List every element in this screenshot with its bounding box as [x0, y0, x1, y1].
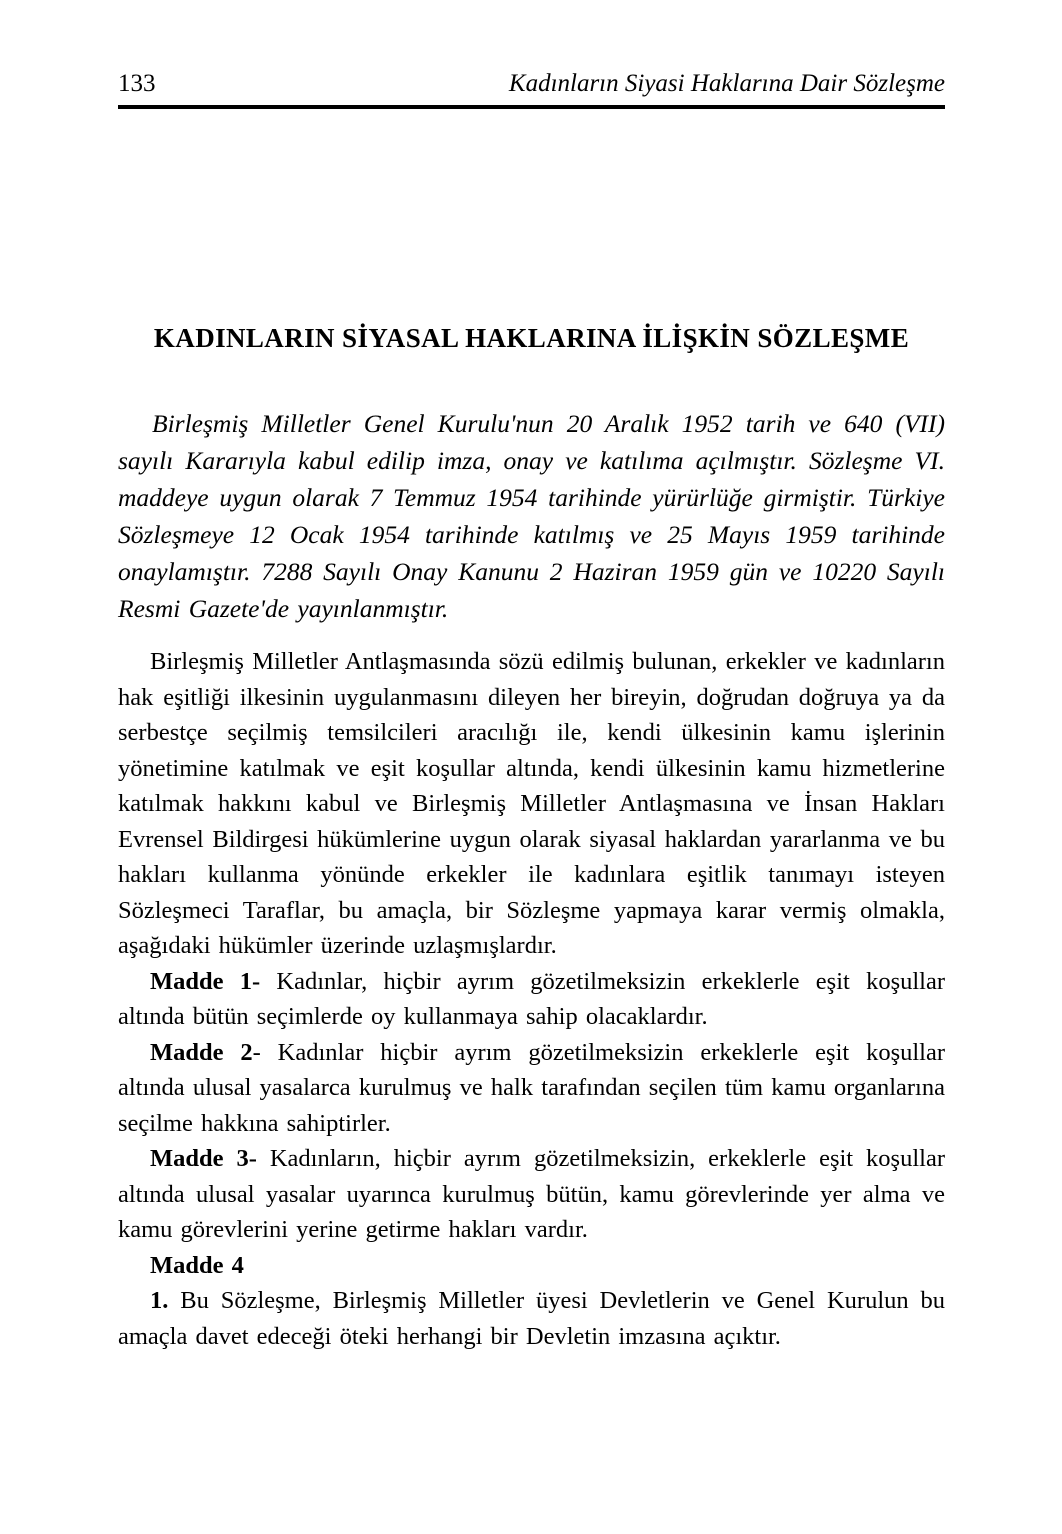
article-2 [118, 1035, 945, 1142]
article-1 [118, 964, 945, 1035]
article-4-clause-1 [118, 1283, 945, 1354]
article-1-label: Madde 1- [150, 967, 261, 995]
article-2-text: - Kadınlar hiçbir ayrım gözetilmeksizin erkeklerle eşit koşullar altında ulusal yasalarca kurulmuş ve halk tarafından seçilen tüm kamu organlarına seçilme hakkına sahiptirler. [118, 1038, 946, 1137]
article-4-label: Madde 4 [150, 1251, 244, 1279]
adoption-note: Birleşmiş Milletler Genel Kurulu'nun 20 Aralık 1952 tarih ve 640 (VII) sayılı Kararıyla kabul edilip imza, onay ve katılıma açılmıştır. Sözleşme VI. maddeye uygun olarak 7 Temmuz 1954 tarihinde yürürlüğe girmiştir. Türkiye Sözleşmeye 12 Ocak 1954 tarihinde katılmış ve 25 Mayıs 1959 tarihinde onaylamıştır. 7288 Sayılı Onay Kanunu 2 Haziran 1959 gün ve 10220 Sayılı Resmi Gazete'de yayınlanmıştır. [118, 409, 945, 623]
article-3-label: Madde 3- [150, 1145, 257, 1172]
article-4 [118, 1248, 945, 1284]
article-2-label: Madde 2 [150, 1038, 253, 1066]
article-3 [118, 1141, 945, 1248]
preamble-paragraph: Birleşmiş Milletler Antlaşmasında sözü edilmiş bulunan, erkekler ve kadınların hak eşitliği ilkesinin uygulanmasını dileyen her bireyin, doğrudan doğruya ya da serbestçe seçilmiş temsilcileri aracılığı ile, kendi ülkesinin kamu işlerinin yönetimine katılmak ve eşit koşullar altında, kendi ülkesinin kamu hizmetlerine katılmak hakkını kabul ve Birleşmiş Milletler Antlaşmasına ve İnsan Hakları Evrensel Bildirgesi hükümlerine uygun olarak siyasal haklardan yararlanma ve bu hakları kullanma yönünde erkekler ile kadınlara eşitlik tanımayı isteyen Sözleşmeci Taraflar, bu amaçla, bir Sözleşme yapmaya karar vermiş olmakla, aşağıdaki hükümler üzerinde uzlaşmışlardır. [118, 648, 945, 959]
document-title: KADINLARIN SİYASAL HAKLARINA İLİŞKİN SÖZLEŞME [153, 323, 910, 353]
article-4-clause-1-label: 1. [150, 1287, 169, 1314]
page-number: 133 [118, 70, 156, 97]
running-header [118, 70, 945, 109]
document-body [118, 644, 945, 1354]
article-3-text: Kadınların, hiçbir ayrım gözetilmeksizin, erkeklerle eşit koşullar altında ulusal yasalar uyarınca kurulmuş bütün, kamu görevlerinde yer alma ve kamu görevlerini yerine getirme hakları vardır. [118, 1145, 945, 1243]
running-title: Kadınların Siyasi Haklarına Dair Sözleşme [508, 70, 945, 97]
article-1-text: Kadınlar, hiçbir ayrım gözetilmeksizin erkeklerle eşit koşullar altında bütün seçimlerde oy kullanmaya sahip olacaklardır. [118, 967, 945, 1030]
article-4-clause-1-text: Bu Sözleşme, Birleşmiş Milletler üyesi Devletlerin ve Genel Kurulun bu amaçla davet edeceği öteki herhangi bir Devletin imzasına açıktır. [118, 1287, 945, 1350]
